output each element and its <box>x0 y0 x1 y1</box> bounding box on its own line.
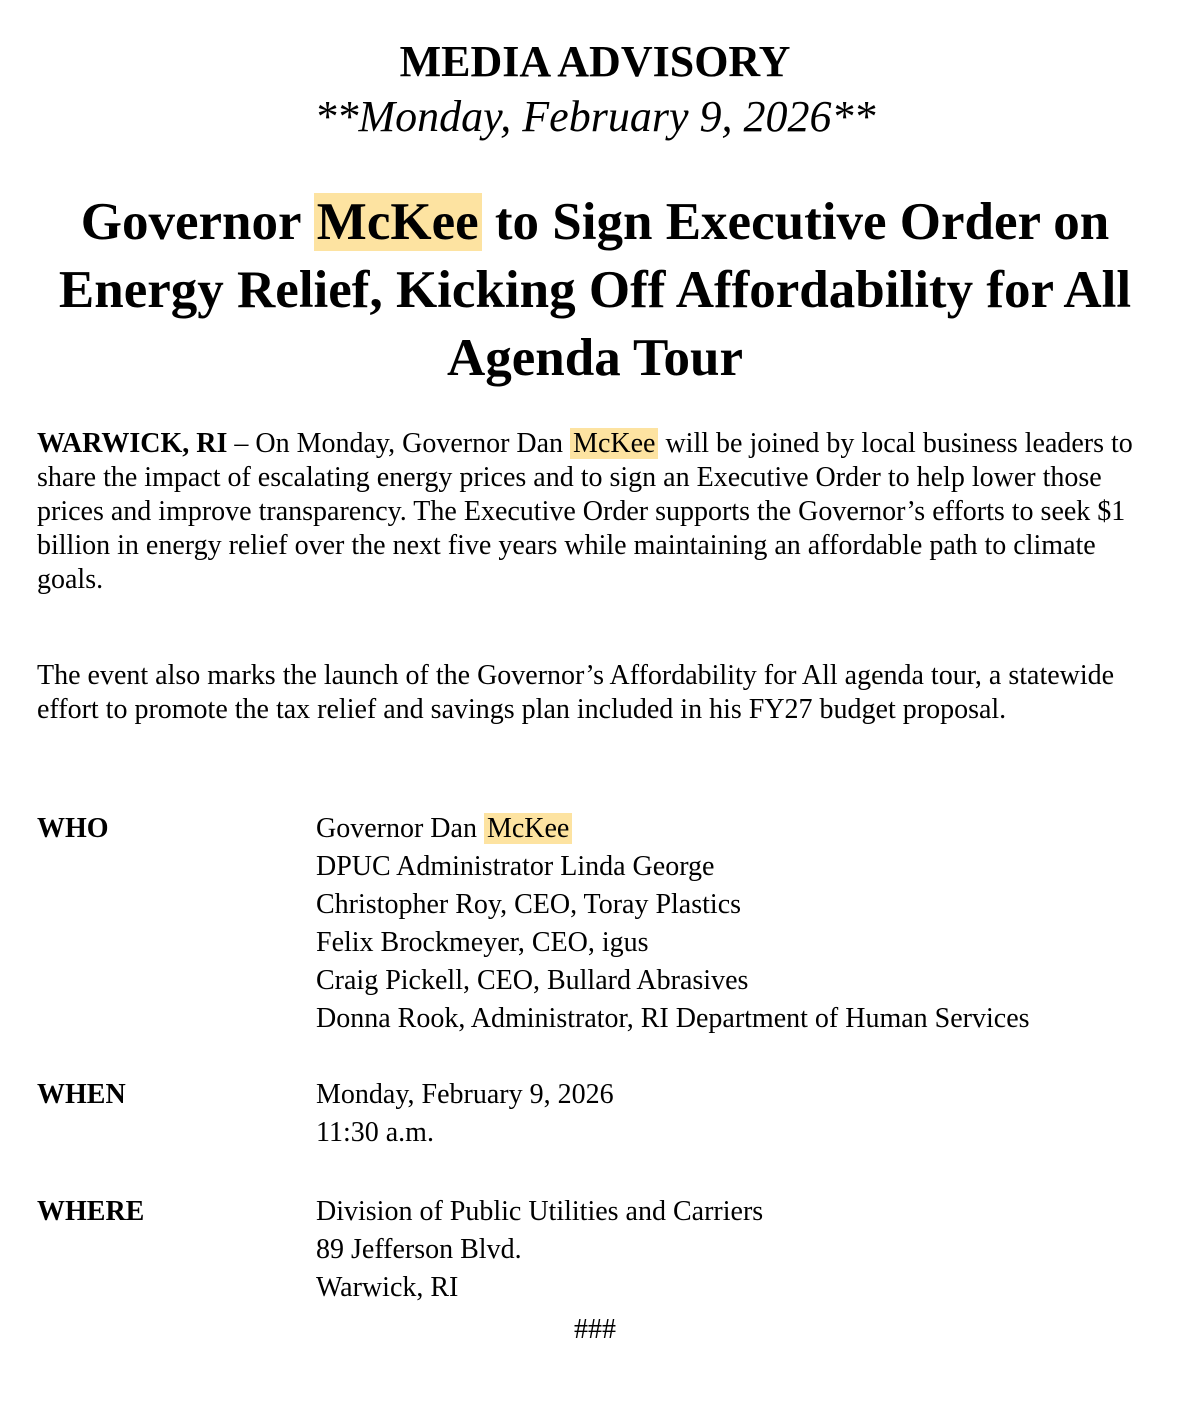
when-time: 11:30 a.m. <box>316 1117 434 1148</box>
where-list <box>316 1193 1166 1307</box>
who-item: Christopher Roy, CEO, Toray Plastics <box>316 889 742 920</box>
who-first-prefix: Governor Dan <box>316 813 484 844</box>
who-label: WHO <box>37 813 109 844</box>
advisory-label: MEDIA ADVISORY <box>399 37 791 86</box>
headline-highlight-name: McKee <box>314 193 482 251</box>
body-paragraph-1 <box>37 427 1162 597</box>
headline-prefix: Governor <box>80 193 314 251</box>
when-date: Monday, February 9, 2026 <box>316 1079 614 1110</box>
who-item: DPUC Administrator Linda George <box>316 851 715 882</box>
advisory-date: **Monday, February 9, 2026** <box>314 92 876 141</box>
where-city: Warwick, RI <box>316 1272 459 1303</box>
end-mark: ### <box>574 1314 616 1345</box>
p1-text-start: – On Monday, Governor Dan <box>227 428 571 459</box>
headline <box>40 188 1150 392</box>
where-label: WHERE <box>37 1196 145 1227</box>
where-street: 89 Jefferson Blvd. <box>316 1234 522 1265</box>
dateline: WARWICK, RI <box>37 428 228 459</box>
who-item: Craig Pickell, CEO, Bullard Abrasives <box>316 965 749 996</box>
where-venue: Division of Public Utilities and Carriers <box>316 1196 764 1227</box>
who-list <box>316 810 1166 1038</box>
when-list <box>316 1076 1166 1152</box>
who-item: Donna Rook, Administrator, RI Department of Human Services <box>316 1003 1030 1034</box>
who-highlight-name: McKee <box>484 813 572 844</box>
who-item <box>316 810 1166 848</box>
when-label: WHEN <box>37 1079 126 1110</box>
who-item: Felix Brockmeyer, CEO, igus <box>316 927 649 958</box>
p1-text-end: will be joined by local business leaders to share the impact of escalating energy prices and to sign an Executive Order to help lower those prices and improve transparency. The Executive Order supports the Governor’s efforts to seek $1 billion in energy relief over the next five years while maintaining an affordable path to climate goals. <box>37 428 1133 595</box>
p1-highlight-name: McKee <box>570 428 658 459</box>
headline-suffix: to Sign Executive Order on Energy Relief, Kicking Off Affordability for All Agenda Tour <box>58 193 1132 387</box>
body-paragraph-2: The event also marks the launch of the Governor’s Affordability for All agenda tour, a statewide effort to promote the tax relief and savings plan included in his FY27 budget proposal. <box>37 660 1115 725</box>
